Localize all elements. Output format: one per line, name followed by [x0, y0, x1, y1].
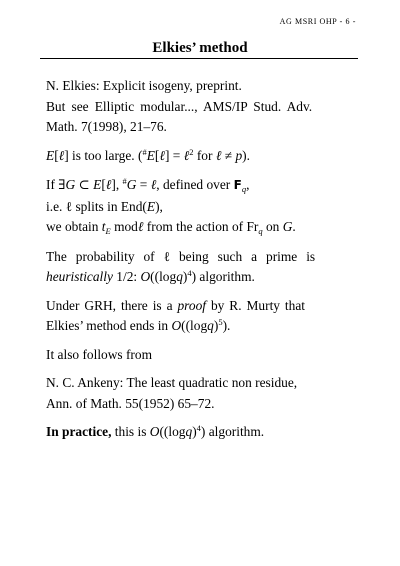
text-line: It also follows from [46, 346, 152, 362]
text-fragment: is too large. ( [68, 147, 143, 163]
text-fragment: Elkies’ method ends in [46, 318, 172, 333]
text-line: If ∃G ⊂ E[ℓ], #G = ℓ, defined over $F_q$, [46, 176, 250, 194]
text-line: The probability of ℓ being such a prime is [46, 248, 316, 264]
text-fragment: i.e. ℓ splits in End( [46, 198, 147, 214]
torsion-size-remark [46, 146, 358, 168]
subgroup-condition [46, 175, 358, 239]
text-fragment: on [262, 219, 283, 234]
text-fragment: 1/2: [112, 269, 141, 284]
text-line: But see Elliptic modular..., AMS/IP Stud. Adv. [46, 98, 313, 114]
text-fragment: If ∃ [46, 177, 66, 192]
text-fragment: Under GRH, there is a [46, 297, 178, 313]
grh-remark [46, 296, 358, 337]
text-line: N. Elkies: Explicit isogeny, preprint. [46, 78, 242, 93]
text-fragment: from the action of Fr [143, 219, 259, 234]
slide-body [46, 76, 358, 443]
text-fragment: mod [110, 219, 138, 234]
text-line: N. C. Ankeny: The least quadratic non residue, [46, 375, 298, 390]
in-practice-remark [46, 422, 358, 443]
reference-elkies [46, 76, 358, 138]
probability-remark [46, 247, 358, 288]
follows-remark [46, 345, 358, 366]
reference-ankeny [46, 373, 358, 414]
text-fragment: this is [111, 424, 150, 439]
text-fragment: algorithm. [196, 269, 255, 284]
text-line: we obtain $t_E$ modℓ from the action of $Fr_q$ on G. [46, 219, 296, 236]
text-line: Elkies’ method ends in $O((\log q)^5)$. [46, 317, 231, 333]
text-line [46, 296, 358, 317]
slide-header: AG MSRI OHP - 6 - [279, 17, 356, 26]
text-line: heuristically 1/2: $O((\log q)^4)$ algorithm. [46, 268, 255, 284]
text-fragment: proof [177, 297, 206, 313]
text-line: In practice, this is $O((\log q)^4)$ algorithm. [46, 423, 265, 439]
text-line: E[ℓ] is too large. (#E[ℓ] = ℓ$^2$ for ℓ ≠ p). [46, 146, 250, 164]
title-rule [40, 58, 358, 59]
text-fragment: In practice, [46, 424, 112, 439]
text-line: i.e. ℓ splits in End(E), [46, 198, 163, 214]
text-fragment: by R. Murty that [206, 297, 306, 313]
text-line: Math. 7(1998), 21–76. [46, 119, 167, 134]
text-fragment: we obtain [46, 219, 102, 234]
text-fragment: , defined over [156, 177, 234, 192]
text-fragment: algorithm. [205, 424, 265, 439]
text-fragment: for [193, 147, 216, 163]
text-fragment: heuristically [46, 269, 113, 284]
slide-title: Elkies’ method [152, 40, 248, 56]
text-line: Ann. of Math. 55(1952) 65–72. [46, 395, 215, 411]
